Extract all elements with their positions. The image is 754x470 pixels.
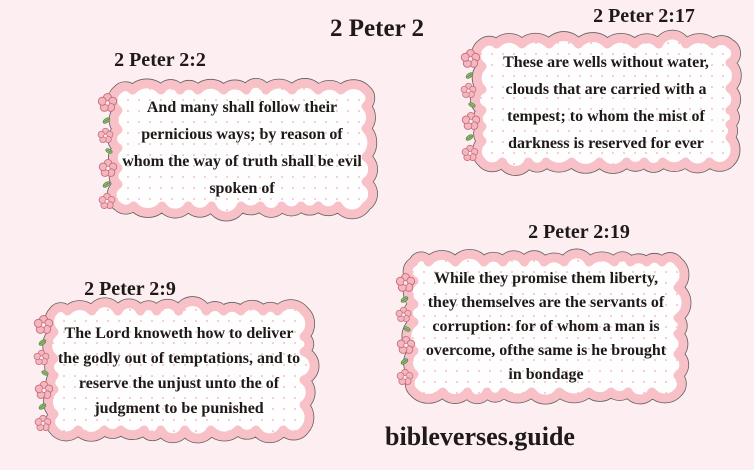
verse-line: darkness is reserved for ever	[508, 135, 704, 152]
flower-icon	[396, 335, 416, 355]
leaf-icon	[39, 367, 51, 379]
flower-icon	[33, 349, 50, 366]
flower-decoration	[458, 48, 482, 162]
flower-icon	[395, 272, 416, 293]
flower-icon	[395, 306, 412, 323]
flower-icon	[460, 48, 481, 69]
verse-line: whom the way of truth shall be evil	[122, 153, 362, 170]
leaf-icon	[100, 114, 112, 126]
verse-line: corruption: for of whom a man is	[432, 318, 660, 335]
verse-line: pernicious ways; by reason of	[141, 126, 343, 143]
verse-card-2-17	[474, 36, 738, 170]
flower-decoration	[393, 272, 417, 386]
page-title: 2 Peter 2	[330, 15, 424, 42]
flower-icon	[98, 158, 118, 178]
verse-line: the godly out of temptations, and to	[57, 349, 301, 367]
leaf-icon	[398, 294, 410, 306]
verse-line: And many shall follow their	[146, 99, 338, 116]
flower-icon	[97, 92, 118, 113]
verse-text	[412, 260, 680, 394]
verse-card-2-9	[46, 303, 312, 438]
verse-reference-2-17: 2 Peter 2:17	[593, 5, 695, 27]
flower-icon	[460, 82, 477, 99]
verse-line: reserve the unjust unto the of	[78, 374, 280, 392]
verse-reference-2-19: 2 Peter 2:19	[528, 221, 630, 243]
verse-line: The Lord knoweth how to deliver	[64, 324, 294, 342]
flower-icon	[461, 144, 479, 162]
leaf-icon	[36, 401, 48, 413]
verse-line: These are wells without water,	[503, 54, 709, 71]
verse-text	[480, 42, 732, 164]
verse-text	[52, 309, 306, 432]
flower-icon	[33, 314, 54, 335]
leaf-icon	[100, 179, 112, 191]
verse-line: tempest; to whom the mist of	[507, 108, 705, 125]
leaf-icon	[103, 145, 115, 157]
verse-text	[116, 88, 368, 208]
leaf-icon	[463, 132, 475, 144]
verse-reference-2-9: 2 Peter 2:9	[84, 278, 176, 300]
leaf-icon	[398, 356, 410, 368]
verse-line: overcome, ofthe same is he brought	[425, 342, 667, 359]
verse-line: in bondage	[508, 366, 584, 383]
verse-line: While they promise them liberty,	[433, 270, 659, 287]
verse-line: spoken of	[209, 180, 275, 197]
leaf-icon	[401, 323, 413, 335]
site-watermark: bibleverses.guide	[385, 422, 575, 451]
leaf-icon	[466, 99, 478, 111]
verse-card-2-2	[110, 82, 374, 214]
flower-icon	[34, 414, 52, 432]
verse-line: clouds that are carried with a	[505, 81, 707, 98]
leaf-icon	[463, 70, 475, 82]
verse-card-2-19	[406, 254, 686, 400]
leaf-icon	[36, 336, 48, 348]
flower-icon	[461, 111, 481, 131]
flower-decoration	[31, 314, 55, 432]
flower-icon	[98, 192, 116, 210]
flower-icon	[97, 127, 114, 144]
verse-line: judgment to be punished	[94, 399, 264, 417]
flower-icon	[34, 380, 54, 400]
verse-line: they themselves are the servants of	[427, 294, 665, 311]
flower-icon	[396, 368, 414, 386]
verse-reference-2-2: 2 Peter 2:2	[114, 49, 206, 71]
flower-decoration	[95, 92, 119, 210]
